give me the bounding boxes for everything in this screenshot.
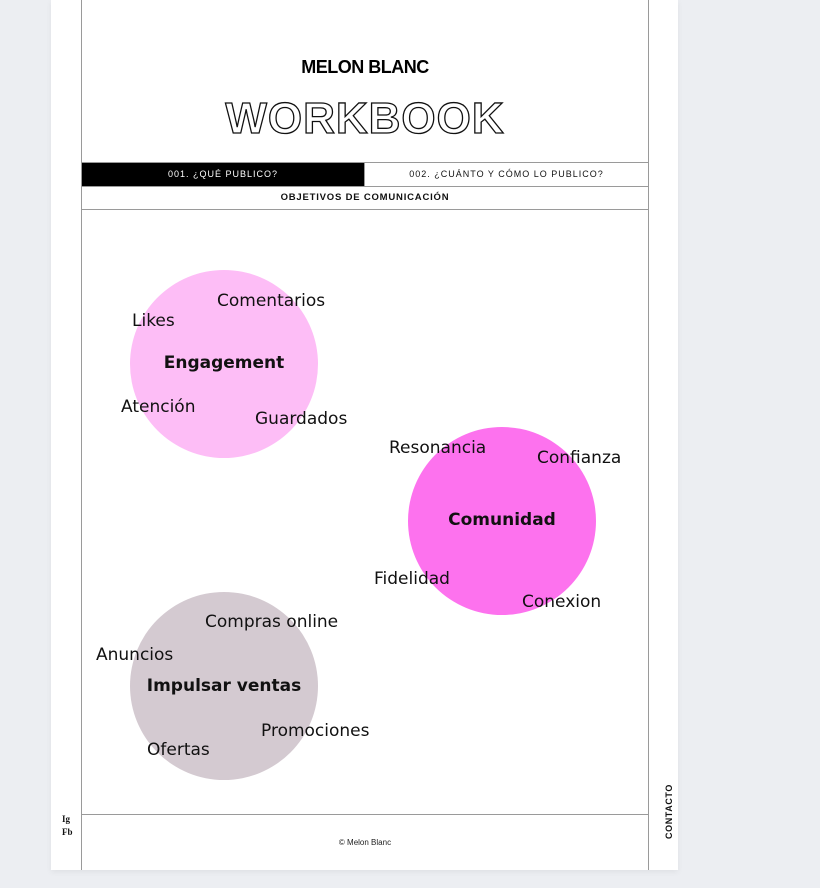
keyword-likes: Likes bbox=[132, 311, 175, 331]
section-title: OBJETIVOS DE COMUNICACIÓN bbox=[280, 192, 450, 203]
facebook-link[interactable]: Fb bbox=[62, 827, 73, 837]
keyword-compras-online: Compras online bbox=[205, 612, 339, 632]
impulsar-ventas-label: Impulsar ventas bbox=[146, 676, 302, 696]
keyword-guardados: Guardados bbox=[255, 409, 348, 429]
page-title: WORKBOOK bbox=[225, 94, 505, 143]
tab-que-publico[interactable]: 001. ¿QUÉ PUBLICO? bbox=[82, 163, 364, 186]
keyword-confianza: Confianza bbox=[537, 448, 622, 468]
keyword-comentarios: Comentarios bbox=[217, 291, 326, 311]
copyright: © Melon Blanc bbox=[338, 838, 392, 847]
keyword-anuncios: Anuncios bbox=[96, 645, 174, 665]
keyword-ofertas: Ofertas bbox=[147, 740, 210, 760]
comunidad-label: Comunidad bbox=[448, 510, 556, 530]
contact-link[interactable]: CONTACTO bbox=[664, 784, 674, 839]
divider bbox=[82, 814, 648, 815]
instagram-link[interactable]: Ig bbox=[62, 814, 71, 824]
keyword-conexion: Conexion bbox=[522, 592, 602, 612]
tab-cuanto-como-publico[interactable]: 002. ¿CUÁNTO Y CÓMO LO PUBLICO? bbox=[365, 163, 648, 186]
keyword-promociones: Promociones bbox=[261, 721, 370, 741]
keyword-resonancia: Resonancia bbox=[389, 438, 487, 458]
keyword-atencion: Atención bbox=[121, 397, 196, 417]
engagement-label: Engagement bbox=[163, 353, 285, 373]
right-border bbox=[648, 0, 649, 870]
divider bbox=[82, 209, 648, 210]
brand-logo: MELON BLANC bbox=[301, 57, 429, 77]
keyword-fidelidad: Fidelidad bbox=[374, 569, 450, 589]
